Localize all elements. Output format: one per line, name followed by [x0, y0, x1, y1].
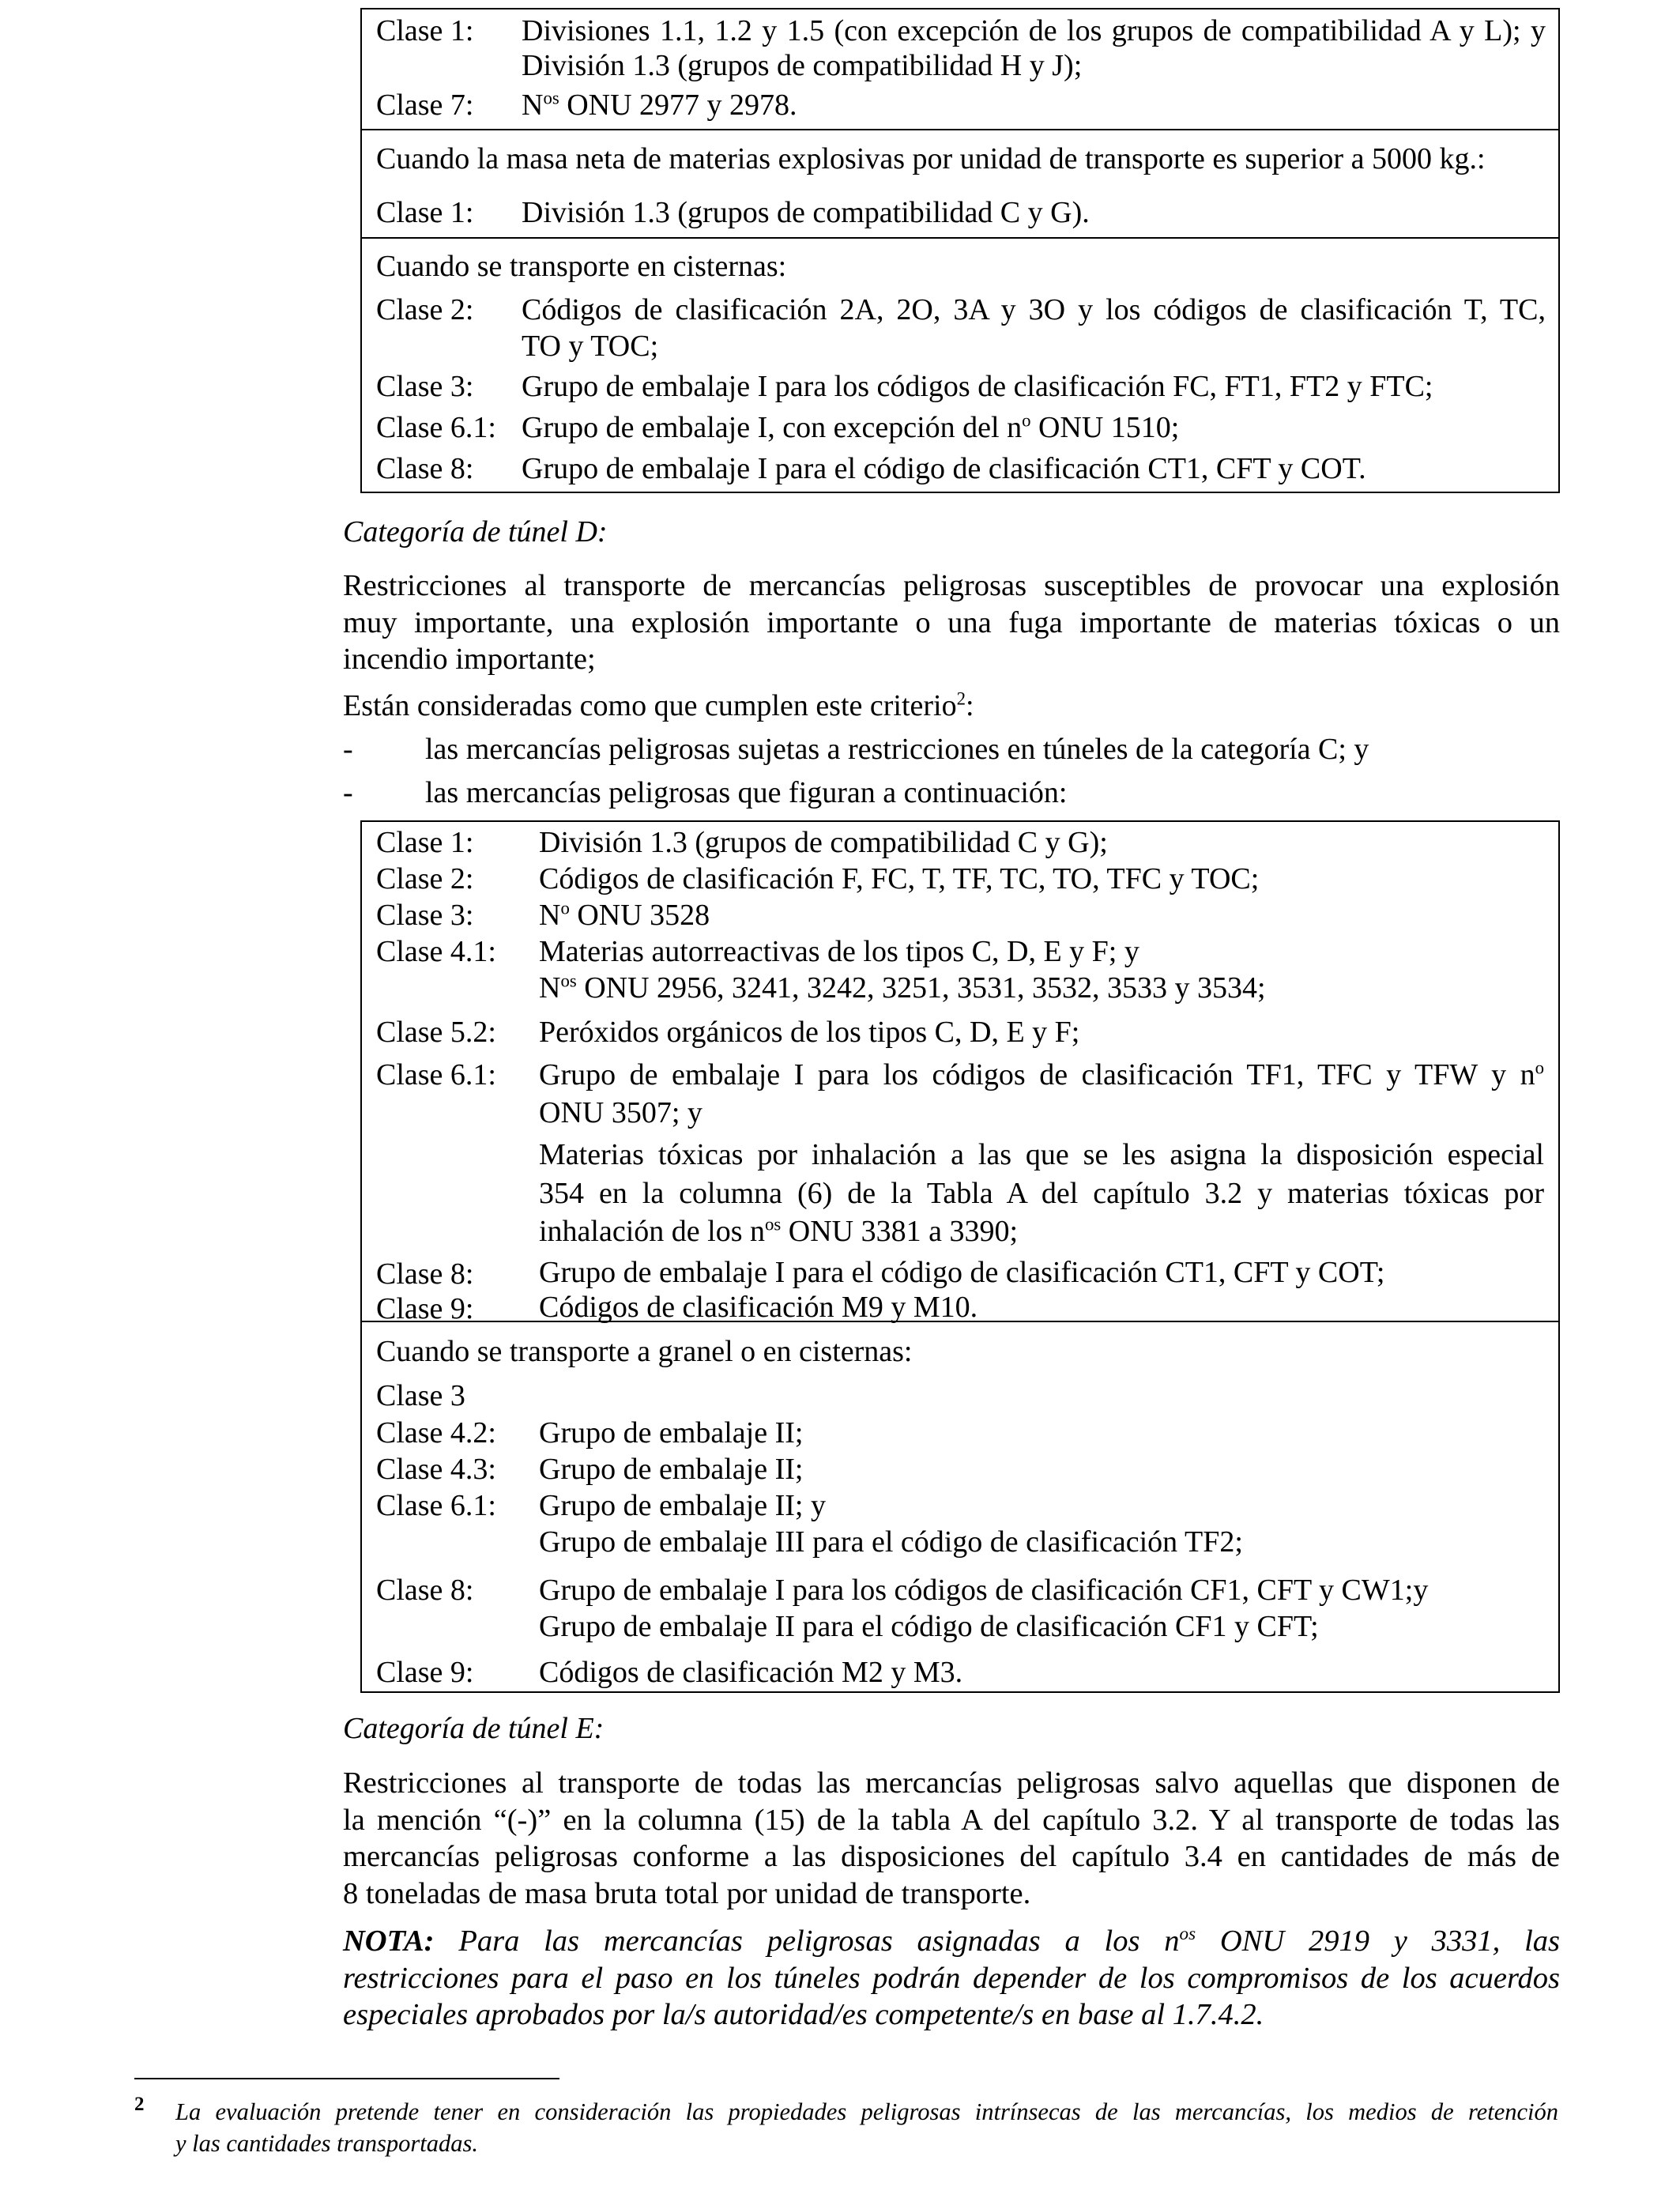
class-label: Clase 9:: [376, 1656, 474, 1689]
class-text: Grupo de embalaje III para el código de clasificación TF2;: [539, 1525, 1243, 1559]
class-label: Clase 1:: [376, 826, 474, 859]
category-d-paragraph: Restricciones al transporte de mercancías peligrosas susceptibles de provocar una explosión muy importante, una explosión importante o una fuga importante de materias tóxicas o un incendio importante;: [343, 569, 1560, 676]
category-e-heading: Categoría de túnel E:: [343, 1712, 605, 1745]
class-label: Clase 6.1:: [376, 1489, 496, 1522]
class-text: Grupo de embalaje II para el código de clasificación CF1 y CFT;: [539, 1610, 1319, 1643]
class-text: Grupo de embalaje II;: [539, 1416, 804, 1449]
class-label: Clase 9:: [376, 1292, 474, 1325]
class-label: Clase 1:: [376, 196, 474, 229]
class-text: Divisiones 1.1, 1.2 y 1.5 (con excepción de los grupos de compatibilidad A y L); y: [522, 14, 1546, 47]
category-d-heading: Categoría de túnel D:: [343, 515, 608, 548]
class-label: Clase 4.2:: [376, 1416, 496, 1449]
class-label: Clase 6.1:: [376, 1058, 496, 1091]
class-text: División 1.3 (grupos de compatibilidad C y G).: [522, 196, 1090, 229]
class-text: Grupo de embalaje I, con excepción del $n^o$ ONU 1510;: [522, 410, 1180, 444]
footnote-marker: 2: [134, 2094, 145, 2115]
note-label: NOTA:: [343, 1924, 435, 1958]
footnote-separator: [134, 2078, 559, 2079]
section-intro: Cuando se transporte a granel o en cisternas:: [376, 1335, 913, 1368]
class-label: Clase 8:: [376, 1257, 474, 1291]
class-label: Clase 4.3:: [376, 1453, 496, 1486]
class-label: Clase 2:: [376, 862, 474, 895]
class-text: $N^{os}$ ONU 2977 y 2978.: [522, 88, 797, 122]
class-text: Materias tóxicas por inhalación a las que se les asigna la disposición especial: [539, 1138, 1544, 1171]
class-text: $N^o$ ONU 3528: [539, 898, 710, 932]
bullet-item: las mercancías peligrosas que figuran a continuación:: [425, 776, 1068, 809]
section-intro: Cuando la masa neta de materias explosivas por unidad de transporte es superior a 5000 kg.:: [376, 142, 1486, 175]
bullet-dash: -: [343, 733, 353, 766]
class-text: inhalación de los $n^{os}$ ONU 3381 a 3390;: [539, 1214, 1019, 1248]
class-text: Códigos de clasificación M2 y M3.: [539, 1656, 963, 1689]
class-text: Grupo de embalaje I para el código de clasificación CT1, CFT y COT;: [539, 1256, 1385, 1289]
class-text: ONU 3507; y: [539, 1096, 703, 1129]
class-text: $N^{os}$ ONU 2956, 3241, 3242, 3251, 3531, 3532, 3533 y 3534;: [539, 971, 1266, 1005]
bullet-item: las mercancías peligrosas sujetas a restricciones en túneles de la categoría C; y: [425, 733, 1369, 766]
class-label: Clase 1:: [376, 14, 474, 47]
class-text: TO y TOC;: [522, 330, 659, 363]
category-e-paragraph: Restricciones al transporte de todas las mercancías peligrosas salvo aquellas que disponen de la mención “(-)” en la columna (15) de la tabla A del capítulo 3.2. Y al transporte de todas las mercancías peligrosas conforme a las disposiciones del capítulo 3.4 en cantidades de más de 8 toneladas de masa bruta total por unidad de transporte.: [343, 1766, 1560, 1910]
class-label: Clase 4.1:: [376, 935, 496, 968]
class-text: Materias autorreactivas de los tipos C, D, E y F; y: [539, 935, 1139, 968]
class-text: Grupo de embalaje I para los códigos de clasificación FC, FT1, FT2 y FTC;: [522, 370, 1433, 403]
class-text: División 1.3 (grupos de compatibilidad H y J);: [522, 49, 1083, 82]
class-text: Grupo de embalaje I para los códigos de clasificación TF1, TFC y TFW y $n^o$: [539, 1057, 1544, 1091]
class-label: Clase 2:: [376, 293, 474, 326]
box1-divider-1: [360, 129, 1560, 130]
class-text: Códigos de clasificación M9 y M10.: [539, 1291, 978, 1324]
note-block: NOTA: Para las mercancías peligrosas asignadas a los $n^{os}$ ONU 2919 y 3331, las restricciones para el paso en los túneles podrán depender de los compromisos de los acuerdos especiales aprobados por la/s autoridad/es competente/s en base al 1.7.4.2.: [343, 1923, 1561, 2031]
class-text: 354 en la columna (6) de la Tabla A del capítulo 3.2 y materias tóxicas por: [539, 1177, 1544, 1210]
section-intro: Cuando se transporte en cisternas:: [376, 250, 787, 283]
footnote-line: y las cantidades transportadas.: [175, 2130, 478, 2157]
criterion-line: Están consideradas como que cumplen este criterio$^2$:: [343, 688, 974, 722]
class-label: Clase 3:: [376, 370, 474, 403]
footnote-line: La evaluación pretende tener en consideración las propiedades peligrosas intrínsecas de las mercancías, los medios de retención: [175, 2098, 1558, 2125]
class-label: Clase 7:: [376, 89, 474, 122]
class-text: Grupo de embalaje I para los códigos de clasificación CF1, CFT y CW1;y: [539, 1574, 1429, 1607]
class-label: Clase 3:: [376, 899, 474, 932]
class-text: Códigos de clasificación F, FC, T, TF, TC, TO, TFC y TOC;: [539, 862, 1260, 895]
class-text: División 1.3 (grupos de compatibilidad C y G);: [539, 826, 1108, 859]
class-label: Clase 3: [376, 1379, 465, 1412]
class-label: Clase 6.1:: [376, 411, 496, 444]
bullet-dash: -: [343, 776, 353, 809]
class-label: Clase 8:: [376, 452, 474, 485]
class-text: Grupo de embalaje I para el código de clasificación CT1, CFT y COT.: [522, 452, 1366, 485]
class-text: Códigos de clasificación 2A, 2O, 3A y 3O y los códigos de clasificación T, TC,: [522, 293, 1546, 326]
box1-divider-2: [360, 237, 1560, 239]
class-text: Grupo de embalaje II;: [539, 1453, 804, 1486]
class-label: Clase 5.2:: [376, 1016, 496, 1049]
class-text: Grupo de embalaje II; y: [539, 1489, 826, 1522]
class-text: Peróxidos orgánicos de los tipos C, D, E y F;: [539, 1016, 1080, 1049]
class-label: Clase 8:: [376, 1574, 474, 1607]
